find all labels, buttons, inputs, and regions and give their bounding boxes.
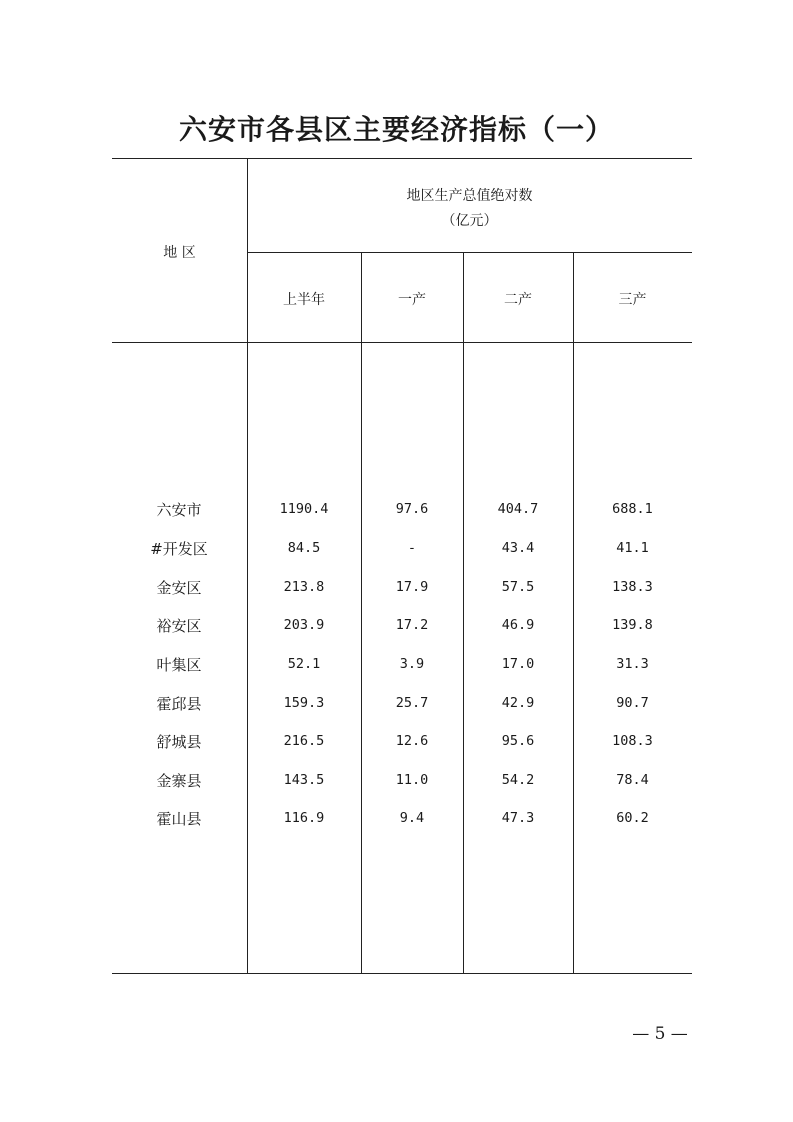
region-header: 地 区	[163, 245, 196, 261]
column-divider-1	[361, 252, 362, 974]
value-primary: 17.9	[395, 579, 429, 595]
group-unit: （亿元）	[441, 213, 498, 229]
region-name: #开发区	[150, 540, 208, 558]
value-half-year: 116.9	[283, 810, 325, 826]
value-primary: 17.2	[395, 617, 429, 633]
region-name: 金寨县	[156, 772, 202, 790]
page-number: — 5 —	[632, 1024, 688, 1044]
column-header-tertiary: 三产	[618, 292, 647, 308]
column-header-half-year: 上半年	[283, 292, 325, 308]
value-half-year: 159.3	[283, 695, 325, 711]
region-name: 六安市	[156, 501, 202, 519]
column-header-secondary: 二产	[504, 292, 532, 308]
value-secondary: 54.2	[501, 772, 535, 788]
region-name: 裕安区	[156, 617, 202, 635]
value-tertiary: 90.7	[616, 695, 649, 711]
value-secondary: 95.6	[501, 733, 535, 749]
region-name: 叶集区	[156, 656, 202, 674]
column-divider-3	[573, 252, 574, 974]
value-half-year: 213.8	[283, 579, 325, 595]
value-secondary: 17.0	[501, 656, 535, 672]
value-tertiary: 78.4	[616, 772, 649, 788]
subheader-rule	[247, 252, 692, 253]
value-primary: 9.4	[399, 810, 425, 826]
table-top-rule	[112, 158, 692, 159]
group-header: 地区生产总值绝对数	[406, 188, 533, 204]
value-secondary: 47.3	[501, 810, 535, 826]
column-divider-2	[463, 252, 464, 974]
region-column-divider	[247, 158, 248, 974]
value-half-year: 143.5	[283, 772, 325, 788]
value-tertiary: 688.1	[612, 501, 653, 517]
page-title: 六安市各县区主要经济指标（一）	[178, 113, 614, 146]
value-secondary: 404.7	[497, 501, 539, 517]
value-tertiary: 60.2	[616, 810, 649, 826]
value-primary: 11.0	[395, 772, 429, 788]
value-tertiary: 138.3	[612, 579, 653, 595]
value-half-year: 1190.4	[279, 501, 329, 517]
value-half-year: 216.5	[283, 733, 325, 749]
value-tertiary: 41.1	[616, 540, 649, 556]
value-primary: 25.7	[395, 695, 429, 711]
value-secondary: 57.5	[501, 579, 535, 595]
value-secondary: 46.9	[501, 617, 535, 633]
region-name: 金安区	[156, 579, 202, 597]
region-name: 舒城县	[156, 733, 202, 751]
value-primary: 12.6	[395, 733, 429, 749]
region-name: 霍邱县	[156, 695, 202, 713]
value-half-year: 84.5	[287, 540, 321, 556]
value-secondary: 42.9	[501, 695, 535, 711]
value-secondary: 43.4	[501, 540, 535, 556]
value-primary: 97.6	[395, 501, 429, 517]
header-bottom-rule	[112, 342, 692, 343]
value-primary: 3.9	[399, 656, 425, 672]
value-tertiary: 139.8	[612, 617, 653, 633]
value-primary: -	[407, 540, 417, 556]
value-half-year: 203.9	[283, 617, 325, 633]
value-tertiary: 31.3	[616, 656, 649, 672]
table-bottom-rule	[112, 973, 692, 974]
column-header-primary: 一产	[398, 292, 426, 308]
region-name: 霍山县	[156, 810, 202, 828]
value-half-year: 52.1	[287, 656, 321, 672]
value-tertiary: 108.3	[612, 733, 653, 749]
